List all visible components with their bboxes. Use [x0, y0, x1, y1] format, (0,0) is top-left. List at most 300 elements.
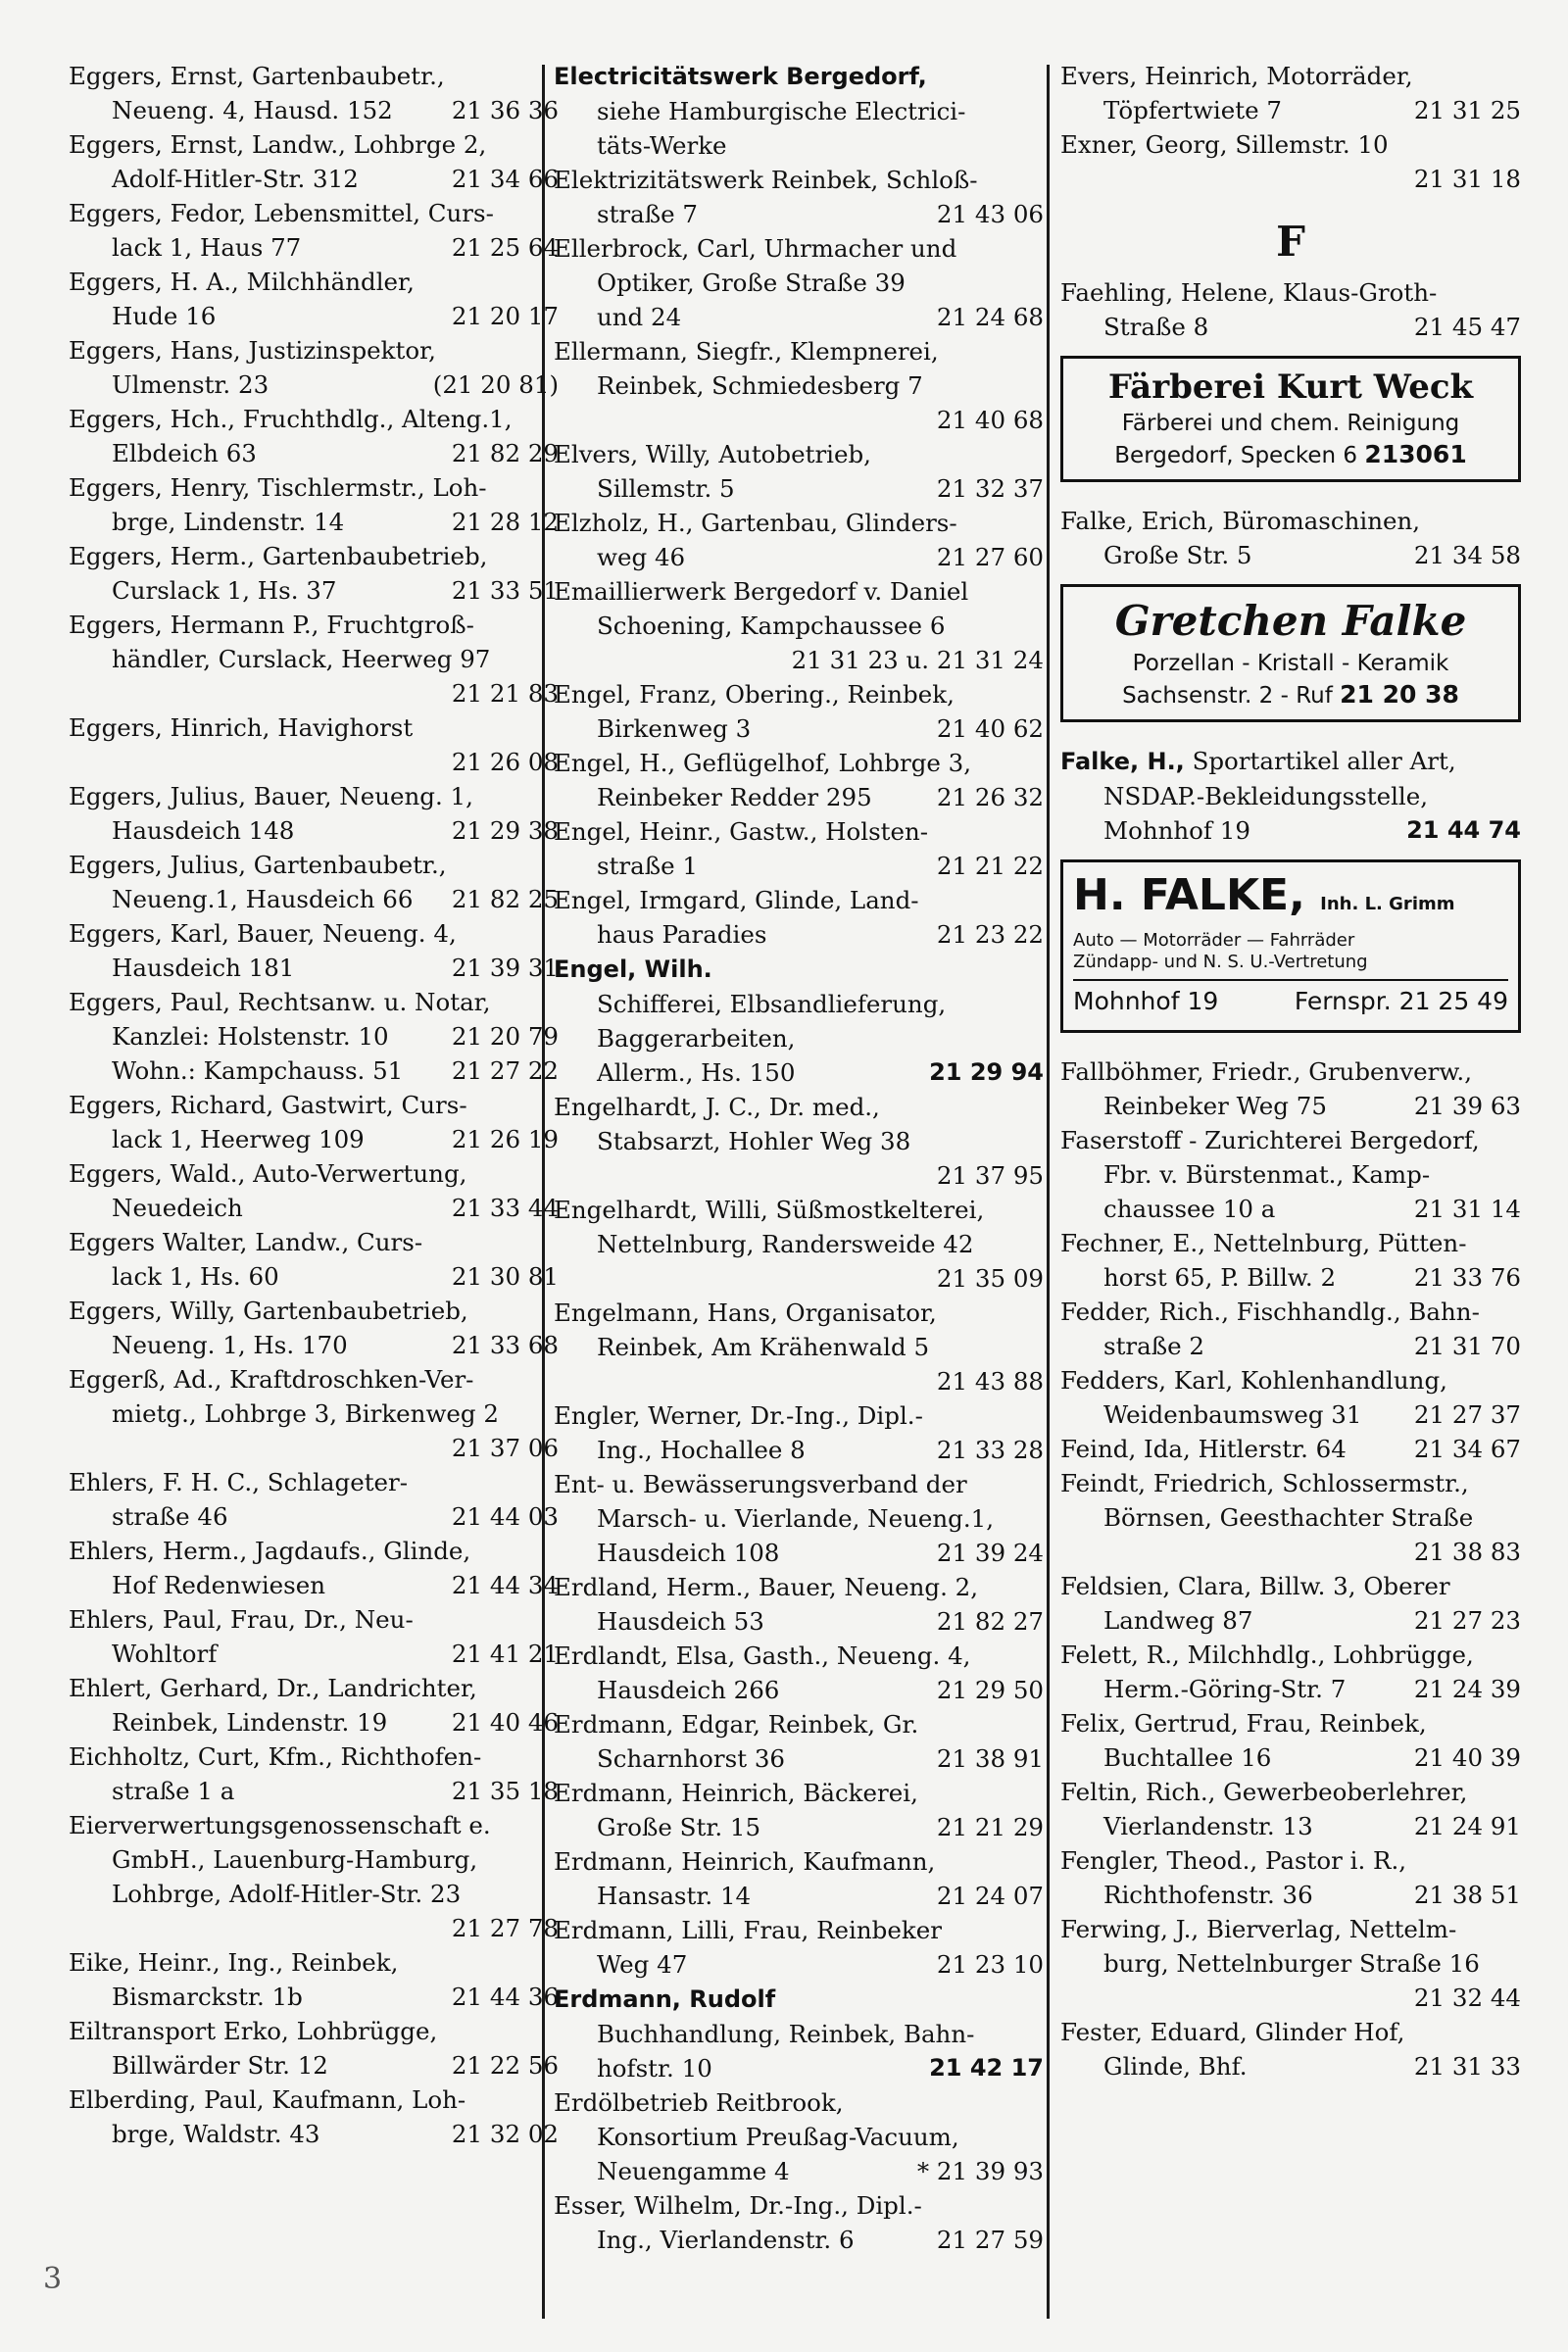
- entry-name: Eggers, Ernst, Landw., Lohbrge 2,: [69, 130, 487, 159]
- directory-entry: [554, 883, 1044, 952]
- entry-address-line: [1060, 779, 1521, 813]
- entry-address: Kanzlei: Holstenstr. 10: [112, 1022, 389, 1051]
- directory-entry: [69, 539, 559, 608]
- entry-name-line: [1060, 59, 1521, 93]
- entry-name-line: [69, 1808, 559, 1842]
- entry-address-line: [69, 1774, 559, 1808]
- phone-number: 21 29 94: [929, 1058, 1044, 1086]
- entry-address-line: [554, 1124, 1044, 1158]
- entry-address-line: [554, 1604, 1044, 1639]
- phone-number: 21 20 79: [451, 1022, 559, 1051]
- entry-name-line: [1060, 744, 1521, 779]
- entry-address-line: [1060, 1740, 1521, 1775]
- phone-number: 21 39 63: [1413, 1092, 1521, 1120]
- entry-address: Weidenbaumsweg 31: [1103, 1400, 1362, 1429]
- entry-address: Reinbek, Schmiedesberg 7: [597, 371, 923, 400]
- phone-number: 21 28 12: [451, 508, 559, 536]
- entry-name: Feind, Ida, Hitlerstr. 64: [1060, 1435, 1347, 1463]
- entry-name: Eggers, Julius, Gartenbaubetr.,: [69, 851, 447, 879]
- phone-number: 21 30 81: [451, 1262, 559, 1291]
- entry-address: lack 1, Heerweg 109: [112, 1125, 365, 1153]
- directory-entry: [69, 59, 559, 127]
- entry-name-line: [1060, 1363, 1521, 1397]
- directory-entry: [69, 1602, 559, 1671]
- entry-name-line: [1060, 1466, 1521, 1500]
- entry-name: Eggers, Ernst, Gartenbaubetr.,: [69, 62, 445, 90]
- entry-name: Erdmann, Edgar, Reinbek, Gr.: [554, 1710, 919, 1739]
- entry-address-line: [69, 1019, 559, 1054]
- entry-address-line: [554, 987, 1044, 1021]
- entry-name: Feindt, Friedrich, Schlossermstr.,: [1060, 1469, 1469, 1497]
- entry-name-line: [1060, 1295, 1521, 1329]
- phone-number: 21 27 78: [451, 1914, 559, 1942]
- phone-number: 21 27 60: [936, 543, 1044, 571]
- entry-address-line: [1060, 1397, 1521, 1432]
- entry-address: Mohnhof 19: [1103, 816, 1250, 845]
- entry-name: Ehlert, Gerhard, Dr., Landrichter,: [69, 1674, 477, 1702]
- ad-title: Gretchen Falke: [1114, 597, 1467, 645]
- phone-number: 21 24 39: [1413, 1675, 1521, 1703]
- entry-name-line: [554, 2188, 1044, 2223]
- entry-address-line: [554, 266, 1044, 300]
- entry-name: Felett, R., Milchhdlg., Lohbrügge,: [1060, 1641, 1474, 1669]
- section-letter: F: [1276, 218, 1305, 266]
- entry-address-line: [554, 1261, 1044, 1296]
- phone-number: 21 29 38: [451, 816, 559, 845]
- entry-address-line: [1060, 310, 1521, 344]
- phone-number: 21 24 07: [936, 1882, 1044, 1910]
- phone-number: 21 31 70: [1413, 1332, 1521, 1360]
- entry-name: Eggers, Richard, Gastwirt, Curs-: [69, 1091, 467, 1119]
- entry-name: Fedders, Karl, Kohlenhandlung,: [1060, 1366, 1447, 1395]
- entry-address-line: [1060, 1329, 1521, 1363]
- entry-name: Fester, Eduard, Glinder Hof,: [1060, 2018, 1405, 2046]
- entry-address: weg 46: [597, 543, 686, 571]
- directory-entry: [69, 1534, 559, 1602]
- entry-address-line: [554, 1158, 1044, 1193]
- directory-entry: [554, 1707, 1044, 1776]
- entry-name: Esser, Wilhelm, Dr.-Ing., Dipl.-: [554, 2191, 922, 2220]
- entry-address: straße 1: [597, 852, 698, 880]
- entry-address: Buchhandlung, Reinbek, Bahn-: [597, 2020, 975, 2048]
- entry-address-line: [554, 471, 1044, 506]
- page-number: 3: [43, 2262, 63, 2296]
- directory-entry: [554, 231, 1044, 334]
- phone-number: 21 34 67: [1413, 1435, 1521, 1463]
- entry-address: straße 2: [1103, 1332, 1204, 1360]
- ad-title: Färberei Kurt Weck: [1107, 368, 1474, 407]
- entry-address: Wohn.: Kampchauss. 51: [112, 1056, 404, 1085]
- phone-number: 21 27 23: [1413, 1606, 1521, 1635]
- entry-name-line: [69, 470, 559, 505]
- entry-address: Billwärder Str. 12: [112, 2051, 328, 2080]
- entry-address-line: [69, 1637, 559, 1671]
- phone-number: 21 21 83: [451, 679, 559, 708]
- entry-address-line: [554, 1227, 1044, 1261]
- entry-name: Eggers, Hermann P., Fruchtgroß-: [69, 611, 474, 639]
- entry-address: Hansastr. 14: [597, 1882, 752, 1910]
- entry-address: Ing., Hochallee 8: [597, 1436, 806, 1464]
- phone-number: 21 33 28: [936, 1436, 1044, 1464]
- ad-h-falke: [1060, 859, 1521, 1033]
- entry-address: Reinbek, Lindenstr. 19: [112, 1708, 388, 1737]
- entry-address-line: [554, 1433, 1044, 1467]
- directory-entry: [1060, 1912, 1521, 2015]
- directory-entry: [69, 196, 559, 265]
- entry-name: Elvers, Willy, Autobetrieb,: [554, 440, 871, 468]
- entry-address-line: [1060, 93, 1521, 127]
- phone-number: 21 44 74: [1406, 816, 1521, 844]
- entry-address: Allerm., Hs. 150: [597, 1058, 796, 1087]
- entry-name: Erdmann, Heinrich, Kaufmann,: [554, 1847, 936, 1876]
- entry-name: Eggers, Herm., Gartenbaubetrieb,: [69, 542, 488, 570]
- entry-address: Wohltorf: [112, 1640, 218, 1668]
- phone-number: 21 21 22: [936, 852, 1044, 880]
- phone-number: 21 26 08: [451, 748, 559, 776]
- entry-address-line: [1060, 813, 1521, 848]
- entry-name: Ent- u. Bewässerungsverband der: [554, 1470, 967, 1498]
- entry-address: mietg., Lohbrge 3, Birkenweg 2: [112, 1399, 499, 1428]
- entry-name-line: [554, 1776, 1044, 1810]
- ad-faerberei-weck: [1060, 356, 1521, 482]
- entry-address-line: [69, 299, 559, 333]
- directory-entry: [554, 1913, 1044, 1982]
- entry-address-line: [554, 1330, 1044, 1364]
- entry-address: und 24: [597, 303, 682, 331]
- entry-name-bold: Falke, H.,: [1060, 748, 1185, 775]
- phone-number: 21 25 64: [451, 233, 559, 262]
- phone-number: 21 39 24: [936, 1539, 1044, 1567]
- entry-name-line: [1060, 1123, 1521, 1157]
- entry-name-line: [69, 848, 559, 882]
- entry-address-line: [69, 1842, 559, 1877]
- phone-number: 21 33 76: [1413, 1263, 1521, 1292]
- entry-name-line: [554, 163, 1044, 197]
- phone-number: 21 41 21: [451, 1640, 559, 1668]
- directory-entry: [69, 127, 559, 196]
- entry-address-line: [69, 2117, 559, 2151]
- phone-number: 21 29 50: [936, 1676, 1044, 1704]
- directory-entry: [1060, 275, 1521, 344]
- entry-name-line: [69, 1602, 559, 1637]
- directory-entry: [69, 1088, 559, 1156]
- entry-address-line: [554, 1536, 1044, 1570]
- entry-name-line: [554, 1982, 1044, 2017]
- phone-number: 21 23 22: [936, 920, 1044, 949]
- entry-address: Schifferei, Elbsandlieferung,: [597, 990, 947, 1018]
- entry-address: NSDAP.-Bekleidungsstelle,: [1103, 782, 1429, 810]
- phone-number: 21 82 29: [451, 439, 559, 467]
- phone-number: 21 31 14: [1413, 1195, 1521, 1223]
- ad-title: H. FALKE, Inh. L. Grimm: [1073, 870, 1455, 920]
- phone-number: 21 43 06: [936, 200, 1044, 228]
- entry-name: Engel, Heinr., Gastw., Holsten-: [554, 817, 929, 846]
- entry-name: Ehlers, Paul, Frau, Dr., Neu-: [69, 1605, 414, 1634]
- phone-number: 21 35 09: [936, 1264, 1044, 1293]
- phone-number: 21 37 06: [451, 1434, 559, 1462]
- entry-address: Neueng. 4, Hausd. 152: [112, 96, 393, 124]
- directory-entry: [69, 1225, 559, 1294]
- entry-address-line: [1060, 1809, 1521, 1843]
- entry-address-line: [554, 2223, 1044, 2257]
- phone-number: 21 33 51: [451, 576, 559, 605]
- entry-name-line: [554, 1467, 1044, 1501]
- entry-name-line: [554, 1296, 1044, 1330]
- directory-entry: [1060, 1432, 1521, 1466]
- entry-address-line: [1060, 1535, 1521, 1569]
- entry-address: händler, Curslack, Heerweg 97: [112, 645, 491, 673]
- entry-name: Ferwing, J., Bierverlag, Nettelm-: [1060, 1915, 1457, 1943]
- entry-address-line: [69, 1328, 559, 1362]
- entry-name-line: [554, 1707, 1044, 1741]
- directory-entry: [554, 1570, 1044, 1639]
- entry-name: Faehling, Helene, Klaus-Groth-: [1060, 278, 1438, 307]
- phone-number: 21 40 39: [1413, 1743, 1521, 1772]
- entry-name-line: [69, 265, 559, 299]
- phone-number: 21 24 68: [936, 303, 1044, 331]
- entry-address-line: [1060, 2049, 1521, 2083]
- entry-address-line: [554, 128, 1044, 163]
- entry-name: Fechner, E., Nettelnburg, Pütten-: [1060, 1229, 1467, 1257]
- directory-entry: [69, 265, 559, 333]
- entry-name-line: [1060, 1054, 1521, 1089]
- directory-entry: [1060, 1706, 1521, 1775]
- entry-address: Herm.-Göring-Str. 7: [1103, 1675, 1347, 1703]
- directory-entry: [69, 779, 559, 848]
- entry-address: Vierlandenstr. 13: [1103, 1812, 1313, 1840]
- entry-name: Eggers, Hinrich, Havighorst: [69, 713, 414, 742]
- directory-entry: [554, 1090, 1044, 1193]
- entry-address: Glinde, Bhf.: [1103, 2052, 1248, 2081]
- entry-address-line: [1060, 1500, 1521, 1535]
- entry-address: straße 7: [597, 200, 698, 228]
- phone-number: 21 44 03: [451, 1502, 559, 1531]
- entry-name: Ellerbrock, Carl, Uhrmacher und: [554, 234, 957, 263]
- entry-address: hofstr. 10: [597, 2054, 712, 2082]
- entry-address: Große Str. 5: [1103, 541, 1252, 569]
- left-column: [69, 59, 559, 2151]
- entry-address-line: [554, 197, 1044, 231]
- entry-name-line: [554, 506, 1044, 540]
- entry-name: Eggers, H. A., Milchhändler,: [69, 268, 415, 296]
- entry-name-line: [1060, 1638, 1521, 1672]
- directory-entry: [1060, 1638, 1521, 1706]
- entry-address: Sillemstr. 5: [597, 474, 735, 503]
- entry-address-line: [1060, 1878, 1521, 1912]
- directory-entry: [69, 2014, 559, 2082]
- entry-address: Birkenweg 3: [597, 714, 752, 743]
- entry-name: Exner, Georg, Sillemstr. 10: [1060, 130, 1389, 159]
- entry-name: Eggers, Hans, Justizinspektor,: [69, 336, 436, 365]
- entry-name-line: [69, 2014, 559, 2048]
- entry-address-line: [554, 780, 1044, 814]
- entry-address-line: [554, 849, 1044, 883]
- entry-name: Engelmann, Hans, Organisator,: [554, 1298, 937, 1327]
- entry-address: Schoening, Kampchaussee 6: [597, 612, 946, 640]
- entry-address-line: [1060, 1672, 1521, 1706]
- directory-entry: [1060, 127, 1521, 196]
- entry-name-line: [554, 814, 1044, 849]
- entry-name-line: [554, 574, 1044, 609]
- entry-address-line: [69, 1705, 559, 1740]
- entry-name-line: [1060, 1843, 1521, 1878]
- middle-column: [554, 59, 1044, 2257]
- entry-name-line: [69, 1088, 559, 1122]
- entry-address-line: [554, 1947, 1044, 1982]
- phone-number: (21 20 81): [432, 370, 559, 399]
- directory-entry: [554, 506, 1044, 574]
- entry-address: burg, Nettelnburger Straße 16: [1103, 1949, 1480, 1978]
- entry-name: Engel, H., Geflügelhof, Lohbrge 3,: [554, 749, 972, 777]
- entry-address: chaussee 10 a: [1103, 1195, 1276, 1223]
- entry-name-line: [69, 333, 559, 368]
- entry-address-line: [69, 436, 559, 470]
- entry-name: Feldsien, Clara, Billw. 3, Oberer: [1060, 1572, 1450, 1600]
- entry-name-line: [69, 1740, 559, 1774]
- directory-entry: [69, 1362, 559, 1465]
- entry-name-bold: Electricitätswerk Bergedorf,: [554, 63, 927, 90]
- entry-name: Erdmann, Heinrich, Bäckerei,: [554, 1779, 918, 1807]
- entry-address: Reinbeker Weg 75: [1103, 1092, 1327, 1120]
- phone-number: 21 23 10: [936, 1950, 1044, 1979]
- entry-name: Feltin, Rich., Gewerbeoberlehrer,: [1060, 1778, 1468, 1806]
- entry-name-line: [69, 779, 559, 813]
- phone-number: 21 20 17: [451, 302, 559, 330]
- entry-address-line: [554, 1364, 1044, 1398]
- directory-entry: [69, 1740, 559, 1808]
- directory-entry: [554, 2085, 1044, 2188]
- entry-address: Hausdeich 181: [112, 954, 295, 982]
- entry-address: Curslack 1, Hs. 37: [112, 576, 337, 605]
- entry-name-line: [554, 1193, 1044, 1227]
- entry-address: Hausdeich 108: [597, 1539, 780, 1567]
- entry-name-line: [1060, 1912, 1521, 1946]
- directory-entry: [554, 574, 1044, 677]
- phone-number: 21 34 66: [451, 165, 559, 193]
- entry-name-line: [554, 231, 1044, 266]
- entry-name: Ellermann, Siegfr., Klempnerei,: [554, 337, 939, 366]
- phone-number: 21 45 47: [1413, 313, 1521, 341]
- directory-entry: [1060, 744, 1521, 848]
- entry-name: Eggers, Wald., Auto-Verwertung,: [69, 1159, 467, 1188]
- entry-address-line: [1060, 538, 1521, 572]
- entry-address-line: [69, 1396, 559, 1431]
- phone-number: 21 21 29: [936, 1813, 1044, 1841]
- entry-name: Eike, Heinr., Ing., Reinbek,: [69, 1948, 399, 1977]
- entry-address-line: [69, 813, 559, 848]
- entry-address: Optiker, Große Straße 39: [597, 269, 906, 297]
- entry-address: Fbr. v. Bürstenmat., Kamp-: [1103, 1160, 1431, 1189]
- directory-entry: [554, 163, 1044, 231]
- entry-name-line: [69, 1534, 559, 1568]
- ad-line: Bergedorf, Specken 6 213061: [1114, 440, 1467, 468]
- entry-address-line: [1060, 1946, 1521, 1981]
- entry-address-line: [69, 882, 559, 916]
- entry-name-line: [554, 437, 1044, 471]
- entry-address: Hude 16: [112, 302, 217, 330]
- entry-name: Falke, Erich, Büromaschinen,: [1060, 507, 1421, 535]
- entry-address-line: [554, 1673, 1044, 1707]
- entry-address-line: [69, 642, 559, 676]
- entry-address-line: [554, 2051, 1044, 2085]
- directory-entry: [1060, 504, 1521, 572]
- entry-name: Emaillierwerk Bergedorf v. Daniel: [554, 577, 969, 606]
- phone-number: 21 38 51: [1413, 1881, 1521, 1909]
- entry-address: Neuengamme 4: [597, 2157, 790, 2185]
- entry-address: Richthofenstr. 36: [1103, 1881, 1313, 1909]
- entry-address: brge, Lindenstr. 14: [112, 508, 345, 536]
- entry-address: Adolf-Hitler-Str. 312: [112, 165, 359, 193]
- entry-address: straße 46: [112, 1502, 228, 1531]
- entry-address: Reinbek, Am Krähenwald 5: [597, 1333, 930, 1361]
- phone-number: 21 40 62: [936, 714, 1044, 743]
- ad-line: Porzellan - Kristall - Keramik: [1132, 651, 1449, 676]
- entry-address: Elbdeich 63: [112, 439, 257, 467]
- phone-number: 21 26 19: [451, 1125, 559, 1153]
- entry-name-line: [554, 952, 1044, 987]
- directory-entry: [554, 1776, 1044, 1844]
- entry-address-line: [554, 917, 1044, 952]
- entry-name: Fallböhmer, Friedr., Grubenverw.,: [1060, 1057, 1472, 1086]
- directory-entry: [1060, 1843, 1521, 1912]
- entry-address-line: [554, 711, 1044, 746]
- directory-entry: [1060, 1226, 1521, 1295]
- entry-address-line: [69, 1191, 559, 1225]
- entry-name-line: [69, 1945, 559, 1980]
- entry-name-line: [1060, 1775, 1521, 1809]
- entry-address: Neueng.1, Hausdeich 66: [112, 885, 414, 913]
- entry-name-line: [69, 710, 559, 745]
- entry-address: Reinbeker Redder 295: [597, 783, 872, 811]
- entry-name-line: [69, 1156, 559, 1191]
- entry-name: Engelhardt, J. C., Dr. med.,: [554, 1093, 880, 1121]
- ad-phone: 213061: [1364, 440, 1467, 468]
- entry-name: Felix, Gertrud, Frau, Reinbek,: [1060, 1709, 1427, 1738]
- entry-name: Elzholz, H., Gartenbau, Glinders-: [554, 509, 957, 537]
- entry-address-line: [554, 300, 1044, 334]
- entry-address: täts-Werke: [597, 131, 727, 160]
- entry-address: Hausdeich 266: [597, 1676, 780, 1704]
- column-divider: [1047, 65, 1050, 2319]
- directory-entry: [69, 1671, 559, 1740]
- directory-entry: [69, 608, 559, 710]
- entry-name-line: [554, 677, 1044, 711]
- entry-name-line: [69, 196, 559, 230]
- phone-number: 21 32 02: [451, 2120, 559, 2148]
- entry-address-line: [554, 1055, 1044, 1090]
- phone-number: 21 38 83: [1413, 1538, 1521, 1566]
- entry-name: Erdland, Herm., Bauer, Neueng. 2,: [554, 1573, 979, 1601]
- directory-entry: [69, 1945, 559, 2014]
- entry-name: Fedder, Rich., Fischhandlg., Bahn-: [1060, 1298, 1480, 1326]
- entry-address: brge, Waldstr. 43: [112, 2120, 320, 2148]
- entry-address-line: [69, 1499, 559, 1534]
- entry-name-line: [554, 334, 1044, 368]
- entry-name: Ehlers, F. H. C., Schlageter-: [69, 1468, 409, 1496]
- entry-address-line: [69, 1980, 559, 2014]
- entry-name-line: [554, 1639, 1044, 1673]
- entry-name: Erdölbetrieb Reitbrook,: [554, 2088, 844, 2117]
- entry-address: lack 1, Hs. 60: [112, 1262, 279, 1291]
- entry-address: Börnsen, Geesthachter Straße: [1103, 1503, 1474, 1532]
- phone-number: 21 36 36: [451, 96, 559, 124]
- directory-entry: [554, 59, 1044, 163]
- entry-address: horst 65, P. Billw. 2: [1103, 1263, 1337, 1292]
- phone-number: 21 43 88: [936, 1367, 1044, 1396]
- entry-address-line: [554, 403, 1044, 437]
- phone-number: 21 34 58: [1413, 541, 1521, 569]
- entry-name-line: [69, 1465, 559, 1499]
